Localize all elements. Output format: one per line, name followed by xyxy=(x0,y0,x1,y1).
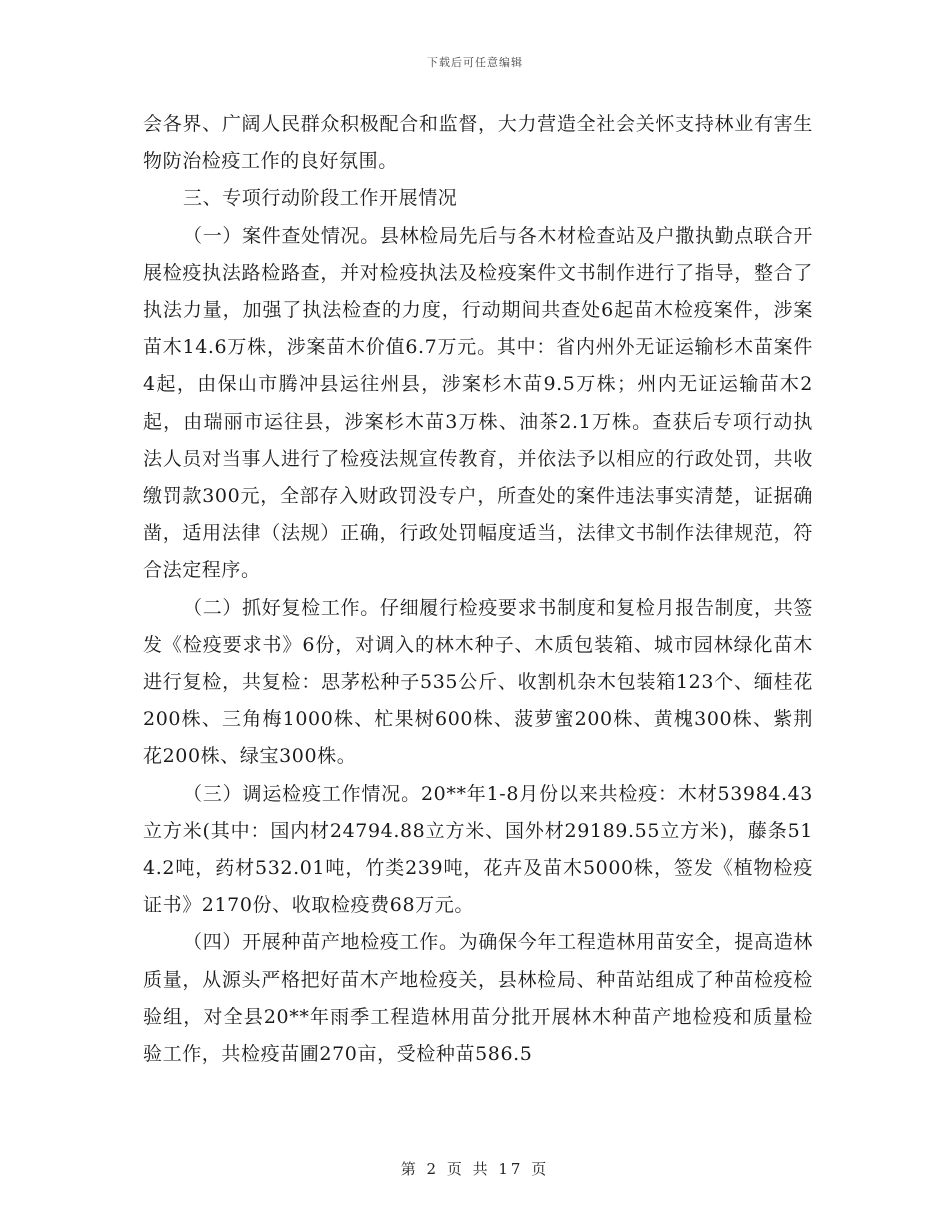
document-body xyxy=(143,106,813,1073)
paragraph-continuation: 会各界、广阔人民群众积极配合和监督，大力营造全社会关怀支持林业有害生物防治检疫工作的良好氛围。 xyxy=(143,113,813,173)
paragraph-case-investigation: （一）案件查处情况。县林检局先后与各木材检查站及户撒执勤点联合开展检疫执法路检路查，并对检疫执法及检疫案件文书制作进行了指导，整合了执法力量，加强了执法检查的力度，行动期间共查处6起苗木检疫案件，涉案苗木14.6万株，涉案苗木价值6.7万元。其中：省内州外无证运输杉木苗案件4起，由保山市腾冲县运往州县，涉案杉木苗9.5万株；州内无证运输苗木2起，由瑞丽市运往县，涉案杉木苗3万株、油茶2.1万株。查获后专项行动执法人员对当事人进行了检疫法规宣传教育，并依法予以相应的行政处罚，共收缴罚款300元，全部存入财政罚没专户，所查处的案件违法事实清楚，证据确凿，适用法律（法规）正确，行政处罚幅度适当，法律文书制作法律规范，符合法定程序。 xyxy=(143,224,813,582)
page-header: 下载后可任意编辑 xyxy=(427,56,523,69)
paragraph-reinspection: （二）抓好复检工作。仔细履行检疫要求书制度和复检月报告制度，共签发《检疫要求书》6份，对调入的林木种子、木质包装箱、城市园林绿化苗木进行复检，共复检：思茅松种子535公斤、收割机杂木包装箱123个、缅桂花200株、三角梅1000株、杧果树600株、菠萝蜜200株、黄槐300株、紫荆花200株、绿宝300株。 xyxy=(143,596,813,768)
paragraph-nursery-quarantine: （四）开展种苗产地检疫工作。为确保今年工程造林用苗安全，提高造林质量，从源头严格把好苗木产地检疫关，县林检局、种苗站组成了种苗检疫检验组，对全县20**年雨季工程造林用苗分批开展林木种苗产地检疫和质量检验工作，共检疫苗圃270亩，受检种苗586.5 xyxy=(143,931,813,1066)
paragraph-transport-quarantine: （三）调运检疫工作情况。20**年1-8月份以来共检疫：木材53984.43立方米(其中：国内材24794.88立方米、国外材29189.55立方米)，藤条514.2吨，药材532.01吨，竹类239吨，花卉及苗木5000株，签发《植物检疫证书》2170份、收取检疫费68万元。 xyxy=(143,782,813,917)
page-number-footer: 第 2 页 共 17 页 xyxy=(400,1160,550,1178)
section-heading: 三、专项行动阶段工作开展情况 xyxy=(183,187,458,210)
